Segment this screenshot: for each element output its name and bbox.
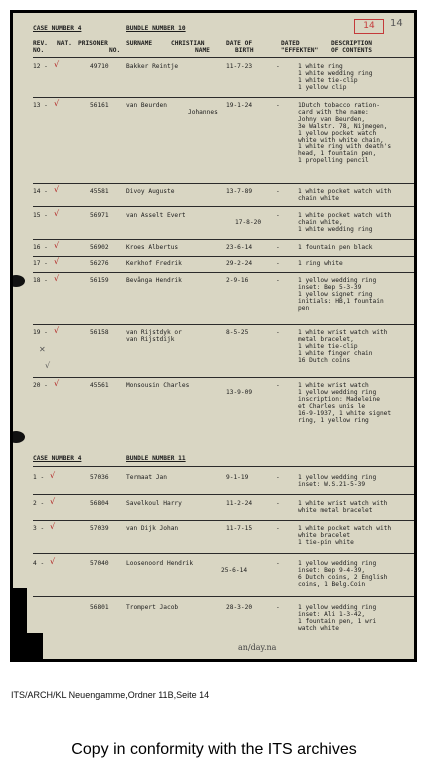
dated-value: - (276, 382, 280, 389)
pencil-check-mark: √ (45, 361, 51, 370)
rev-number: 17 - (33, 260, 48, 267)
prisoner-number: 49710 (90, 63, 109, 70)
col-prisoner: PRISONER (78, 40, 108, 47)
dated-value: - (276, 63, 280, 70)
dated-value: - (276, 525, 280, 532)
torn-edge (13, 633, 43, 659)
row-divider (33, 206, 414, 207)
prisoner-name: Kroes Albertus (126, 244, 179, 251)
contents-description: 1 white wrist watch with white metal bracelet (298, 500, 388, 514)
dated-value: - (276, 329, 280, 336)
row-divider (33, 520, 414, 521)
row-divider (33, 494, 414, 495)
rev-number: 15 - (33, 212, 48, 219)
col-nat: NAT. (57, 40, 72, 47)
row-divider (33, 239, 414, 240)
prisoner-name: van Rijstdyk or (126, 329, 182, 336)
prisoner-name: Bakker Reintje (126, 63, 179, 70)
dated-value: - (276, 560, 280, 567)
birth-date: 11-7-23 (226, 63, 253, 70)
row-divider (33, 256, 414, 257)
prisoner-number: 57039 (90, 525, 109, 532)
birth-date: 25-6-14 (221, 567, 248, 574)
page-number-stamp: 14 (354, 19, 384, 34)
prisoner-number: 57040 (90, 560, 109, 567)
col-description: DESCRIPTION (331, 40, 372, 47)
punch-hole (13, 431, 25, 443)
check-mark: √ (50, 471, 56, 480)
col-rev: REV. (33, 40, 48, 47)
check-mark: √ (54, 274, 60, 283)
check-mark: √ (54, 241, 60, 250)
row-divider (33, 97, 414, 98)
table-rule (33, 57, 414, 58)
rev-number: 4 - (33, 560, 45, 567)
rev-number: 3 - (33, 525, 45, 532)
birth-date: 9-1-19 (226, 474, 249, 481)
row-divider (33, 377, 414, 378)
check-mark: √ (50, 522, 56, 531)
prisoner-number: 57036 (90, 474, 109, 481)
check-mark: √ (54, 185, 60, 194)
rev-number: 18 - (33, 277, 48, 284)
contents-description: 1 ring white (298, 260, 343, 267)
col-effekten: "EFFEKTEN" (281, 47, 319, 54)
prisoner-name: Bevånga Hendrik (126, 277, 182, 284)
check-mark: √ (54, 326, 60, 335)
archive-reference: ITS/ARCH/KL Neuengamme,Ordner 11B,Seite 14 (11, 690, 210, 700)
handwritten-signature: an/day.na (238, 643, 277, 652)
prisoner-name: van Asselt Evert (126, 212, 186, 219)
prisoner-number: 45561 (90, 382, 109, 389)
case-number-label: CASE NUMBER 4 (33, 25, 82, 32)
row-divider (33, 324, 414, 325)
case-number-label: CASE NUMBER 4 (33, 455, 82, 462)
col-surname: SURNAME (126, 40, 153, 47)
christian-name: Johannes (188, 109, 218, 116)
rev-number: 14 - (33, 188, 48, 195)
check-mark: √ (54, 60, 60, 69)
contents-description: 1 white pocket watch with chain white, 1 white wedding ring (298, 212, 392, 233)
dated-value: - (276, 277, 280, 284)
row-divider (33, 553, 414, 554)
prisoner-number: 45581 (90, 188, 109, 195)
dated-value: - (276, 244, 280, 251)
punch-hole (13, 275, 25, 287)
birth-date: 19-1-24 (226, 102, 253, 109)
contents-description: 1 yellow wedding ring inset: Bep 9-4-39, 6 Dutch coins, 2 English coins, 1 Belg.Coin (298, 560, 388, 588)
check-mark: √ (54, 257, 60, 266)
birth-date: 11-2-24 (226, 500, 253, 507)
dated-value: - (276, 102, 280, 109)
prisoner-name: Kerkhof Fredrik (126, 260, 182, 267)
col-prisoner-no: NO. (109, 47, 121, 54)
dated-value: - (276, 604, 280, 611)
contents-description: 1 white wrist watch 1 yellow wedding ring inscription: Madeleine et Charles unis le 16-9-1937, 1 white signet ring, 1 yellow ring (298, 382, 392, 424)
prisoner-name: Divoy Auguste (126, 188, 175, 195)
birth-date: 23-6-14 (226, 244, 253, 251)
row-divider (33, 272, 414, 273)
prisoner-number: 56158 (90, 329, 109, 336)
copy-notice: Copy in conformity with the ITS archives (71, 741, 357, 758)
rev-number: 1 - (33, 474, 45, 481)
table-rule (33, 466, 414, 467)
row-divider (33, 183, 414, 184)
birth-date: 11-7-15 (226, 525, 253, 532)
col-rev-no: NO. (33, 47, 45, 54)
prisoner-name: Loosenoord Hendrik (126, 560, 194, 567)
birth-date: 13-7-89 (226, 188, 253, 195)
prisoner-name: Termaat Jan (126, 474, 167, 481)
rev-number: 20 - (33, 382, 48, 389)
prisoner-name: van Beurden (126, 102, 167, 109)
rev-number: 16 - (33, 244, 48, 251)
col-birth: BIRTH (235, 47, 254, 54)
contents-description: 1 fountain pen black (298, 244, 373, 251)
col-dated: DATED (281, 40, 300, 47)
contents-description: 1 white ring 1 white wedding ring 1 white tie-clip 1 yellow clip (298, 63, 373, 91)
prisoner-number: 56161 (90, 102, 109, 109)
col-christian: CHRISTIAN (171, 40, 205, 47)
dated-value: - (276, 474, 280, 481)
pencil-cross-mark: ✕ (39, 345, 46, 354)
pencil-page-number: 14 (390, 18, 403, 29)
dated-value: - (276, 260, 280, 267)
rev-number: 12 - (33, 63, 48, 70)
dated-value: - (276, 500, 280, 507)
check-mark: √ (50, 497, 56, 506)
rev-number: 13 - (33, 102, 48, 109)
prisoner-number: 56804 (90, 500, 109, 507)
document-paper (13, 13, 414, 659)
contents-description: 1 yellow wedding ring inset: Bep 5-3-39 1 yellow signet ring initials: HB,1 fountain pen (298, 277, 384, 312)
bundle-number-label: BUNDLE NUMBER 10 (126, 25, 186, 32)
check-mark: √ (54, 379, 60, 388)
dated-value: - (276, 212, 280, 219)
birth-date: 13-9-09 (226, 389, 253, 396)
rev-number: 2 - (33, 500, 45, 507)
row-divider (33, 596, 414, 597)
scanned-document (10, 10, 417, 662)
prisoner-name: Savelkoul Harry (126, 500, 182, 507)
check-mark: √ (54, 99, 60, 108)
rev-number: 19 - (33, 329, 48, 336)
col-of-contents: OF CONTENTS (331, 47, 372, 54)
birth-date: 8-5-25 (226, 329, 249, 336)
check-mark: √ (50, 557, 56, 566)
dated-value: - (276, 188, 280, 195)
prisoner-number: 56159 (90, 277, 109, 284)
prisoner-number: 56276 (90, 260, 109, 267)
birth-date: 29-2-24 (226, 260, 253, 267)
prisoner-name: van Dijk Johan (126, 525, 179, 532)
contents-description: 1 yellow wedding ring inset: Ali 1-3-42, 1 fountain pen, 1 wri watch white (298, 604, 377, 632)
prisoner-number: 56801 (90, 604, 109, 611)
prisoner-number: 56971 (90, 212, 109, 219)
contents-description: 1 white pocket watch with white bracelet 1 tie-pin white (298, 525, 392, 546)
col-name: NAME (195, 47, 210, 54)
contents-description: 1 white wrist watch with metal bracelet, 1 white tie-clip 1 white finger chain 16 Dutch coins (298, 329, 388, 364)
col-date-of: DATE OF (226, 40, 253, 47)
bundle-number-label: BUNDLE NUMBER 11 (126, 455, 186, 462)
prisoner-name: Monsousin Charles (126, 382, 190, 389)
contents-description: 1Dutch tobacco ration- card with the name: Johny van Beurden, 3e Walstr. 78, Nijmegen, 1 yellow pocket watch white with white chain, 1 white ring with death's head, 1 fountain pen, 1 propelling pencil (298, 102, 392, 165)
birth-date: 2-9-16 (226, 277, 249, 284)
check-mark: √ (54, 209, 60, 218)
prisoner-name: Trompert Jacob (126, 604, 179, 611)
birth-date: 28-3-20 (226, 604, 253, 611)
birth-date: 17-8-20 (235, 219, 262, 226)
contents-description: 1 yellow wedding ring inset: W.S.21-5-39 (298, 474, 377, 488)
christian-name: van Rijstdijk (126, 336, 175, 343)
prisoner-number: 56902 (90, 244, 109, 251)
contents-description: 1 white pocket watch with chain white (298, 188, 392, 202)
